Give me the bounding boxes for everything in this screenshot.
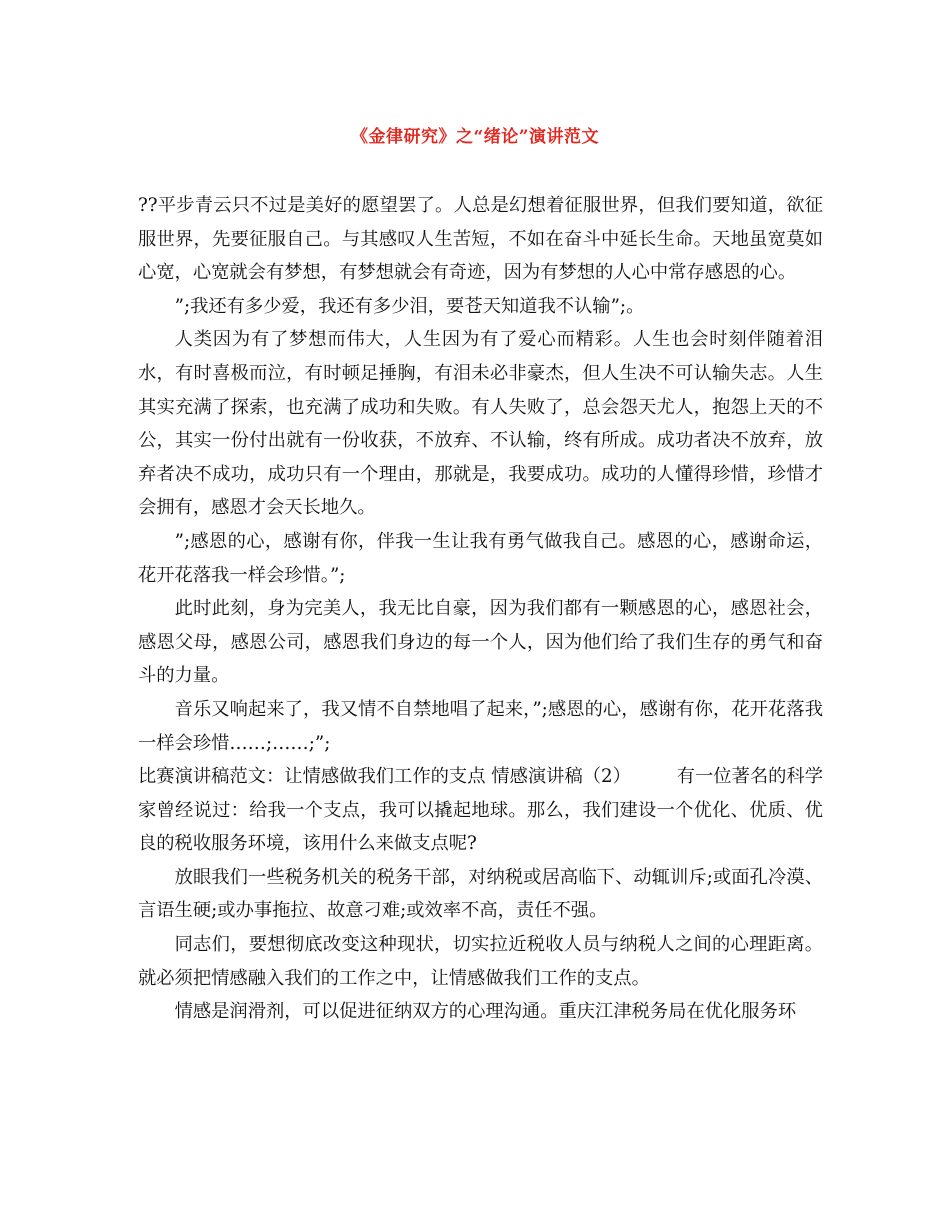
paragraph: 比赛演讲稿范文：让情感做我们工作的支点 情感演讲稿（2） 有一位著名的科学家曾经说过：给我一个支点，我可以撬起地球。那么，我们建设一个优化、优质、优良的税收服务环境，该用什么来做支点呢? bbox=[138, 766, 823, 855]
document-body bbox=[138, 189, 823, 1029]
paragraph: ”;我还有多少爱，我还有多少泪，要苍天知道我不认输”;。 bbox=[174, 295, 645, 317]
paragraph: 人类因为有了梦想而伟大，人生因为有了爱心而精彩。人生也会时刻伴随着泪水，有时喜极而泣，有时顿足捶胸，有泪未必非豪杰，但人生决不可认输失志。人生其实充满了探索，也充满了成功和失败。有人失败了，总会怨天尤人，抱怨上天的不公，其实一份付出就有一份收获，不放弃、不认输，终有所成。成功者决不放弃，放弃者决不成功，成功只有一个理由，那就是，我要成功。成功的人懂得珍惜，珍惜才会拥有，感恩才会天长地久。 bbox=[138, 329, 823, 519]
paragraph: 此时此刻，身为完美人，我无比自豪，因为我们都有一颗感恩的心，感恩社会，感恩父母，感恩公司，感恩我们身边的每一个人，因为他们给了我们生存的勇气和奋斗的力量。 bbox=[138, 598, 823, 687]
paragraph: 放眼我们一些税务机关的税务干部，对纳税或居高临下、动辄训斥;或面孔冷漠、言语生硬;或办事拖拉、故意刁难;或效率不高，责任不强。 bbox=[138, 866, 823, 922]
paragraph: 情感是润滑剂，可以促进征纳双方的心理沟通。重庆江津税务局在优化服务环 bbox=[174, 1001, 797, 1023]
paragraph: 音乐又响起来了，我又情不自禁地唱了起来，”;感恩的心，感谢有你，花开花落我一样会珍惜……;……;”; bbox=[138, 698, 823, 754]
paragraph: 同志们，要想彻底改变这种现状，切实拉近税收人员与纳税人之间的心理距离。就必须把情感融入我们的工作之中，让情感做我们工作的支点。 bbox=[138, 934, 823, 989]
document-title: 《金律研究》之“绪论”演讲范文 bbox=[350, 127, 600, 147]
paragraph: ”;感恩的心，感谢有你，伴我一生让我有勇气做我自己。感恩的心，感谢命运，花开花落我一样会珍惜。”; bbox=[138, 530, 823, 586]
paragraph: ??平步青云只不过是美好的愿望罢了。人总是幻想着征服世界，但我们要知道，欲征服世界，先要征服自己。与其感叹人生苦短，不如在奋斗中延长生命。天地虽宽莫如心宽，心宽就会有梦想，有梦想就会有奇迹，因为有梦想的人心中常存感恩的心。 bbox=[138, 195, 823, 284]
